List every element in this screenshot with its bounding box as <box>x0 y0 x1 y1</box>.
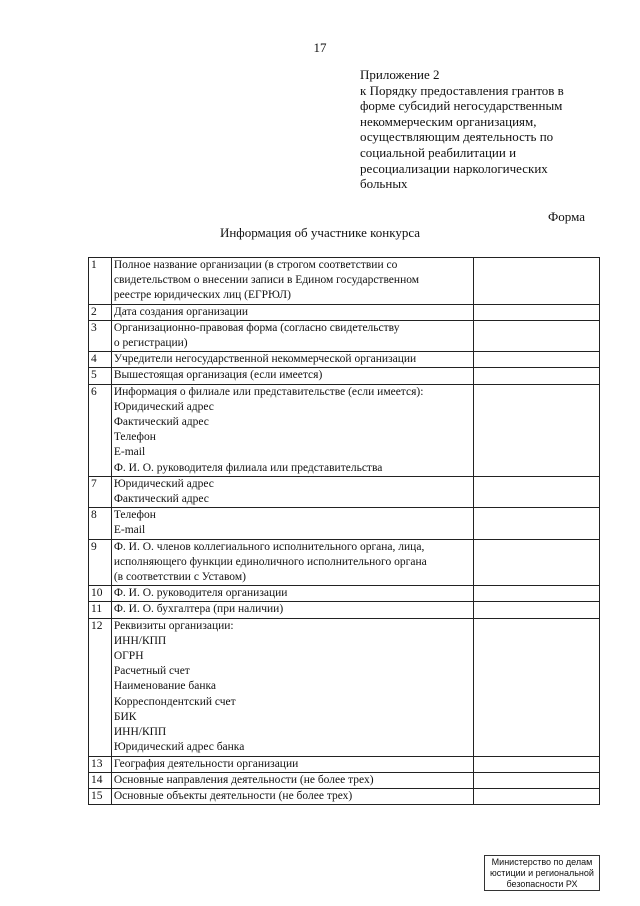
table-row <box>89 586 600 602</box>
description-line: ИНН/КПП <box>113 634 167 647</box>
value-cell[interactable] <box>473 352 599 368</box>
value-cell[interactable] <box>473 756 599 772</box>
form-title: Информация об участнике конкурса <box>219 225 421 240</box>
description-line: Ф. И. О. членов коллегиального исполнительного органа, лица, <box>113 540 425 553</box>
row-number: 5 <box>89 368 112 384</box>
row-description <box>111 602 473 618</box>
row-number: 8 <box>89 508 112 539</box>
row-number: 4 <box>89 352 112 368</box>
stamp-line: юстиции и региональной <box>490 868 594 878</box>
participant-info-table <box>88 257 600 805</box>
page-number: 17 <box>313 40 327 55</box>
description-line: E-mail <box>113 524 146 537</box>
row-number: 3 <box>89 320 112 351</box>
description-line: Ф. И. О. бухгалтера (при наличии) <box>113 603 284 616</box>
appendix-line: социальной реабилитации и <box>360 144 517 160</box>
row-number: 6 <box>89 384 112 476</box>
table-row <box>89 368 600 384</box>
description-line: Телефон <box>113 431 156 444</box>
value-cell[interactable] <box>473 618 599 756</box>
appendix-line: форме субсидий негосударственным <box>360 98 563 114</box>
description-line: Юридический адрес <box>113 400 214 413</box>
description-line: E-mail <box>113 446 146 459</box>
stamp-line: Министерство по делам <box>491 857 593 867</box>
stamp-line: безопасности РХ <box>506 879 578 889</box>
table-body <box>89 258 600 805</box>
appendix-line: больных <box>360 176 408 192</box>
description-line: о регистрации) <box>113 337 188 350</box>
row-number: 15 <box>89 788 112 804</box>
description-line: Дата создания организации <box>113 305 248 318</box>
appendix-line: осуществляющим деятельность по <box>360 129 554 145</box>
description-line: Полное название организации (в строгом соответствии со <box>113 259 398 271</box>
description-line: исполняющего функции единоличного исполнительного органа <box>113 555 427 568</box>
value-cell[interactable] <box>473 384 599 476</box>
row-number: 1 <box>89 258 112 305</box>
table-row <box>89 539 600 586</box>
description-line: Вышестоящая организация (если имеется) <box>113 369 323 382</box>
row-description <box>111 304 473 320</box>
description-line: Информация о филиале или представительстве (если имеется): <box>113 385 424 398</box>
value-cell[interactable] <box>473 586 599 602</box>
table-row <box>89 384 600 476</box>
value-cell[interactable] <box>473 788 599 804</box>
row-description <box>111 618 473 756</box>
row-description <box>111 352 473 368</box>
value-cell[interactable] <box>473 258 599 305</box>
value-cell[interactable] <box>473 304 599 320</box>
table-row <box>89 320 600 351</box>
ministry-stamp <box>484 855 600 891</box>
description-line: Основные направления деятельности (не более трех) <box>113 773 374 786</box>
table-row <box>89 508 600 539</box>
row-number: 2 <box>89 304 112 320</box>
row-description <box>111 258 473 305</box>
description-line: Расчетный счет <box>113 665 190 678</box>
appendix-line: Приложение 2 <box>360 67 440 82</box>
row-description <box>111 384 473 476</box>
description-line: Учредители негосударственной некоммерческой организации <box>113 353 417 366</box>
table-row <box>89 756 600 772</box>
row-description <box>111 539 473 586</box>
description-line: Юридический адрес <box>113 477 214 490</box>
description-line: Корреспондентский счет <box>113 695 236 708</box>
description-line: (в соответствии с Уставом) <box>113 571 246 584</box>
description-line: Реквизиты организации: <box>113 619 234 632</box>
description-line: Основные объекты деятельности (не более трех) <box>113 789 353 802</box>
description-line: Организационно-правовая форма (согласно свидетельству <box>113 321 400 334</box>
row-number: 13 <box>89 756 112 772</box>
value-cell[interactable] <box>473 602 599 618</box>
description-line: Фактический адрес <box>113 416 209 429</box>
row-number: 14 <box>89 772 112 788</box>
row-number: 9 <box>89 539 112 586</box>
description-line: Фактический адрес <box>113 493 209 506</box>
description-line: Наименование банка <box>113 680 216 693</box>
row-description <box>111 788 473 804</box>
table-row <box>89 788 600 804</box>
value-cell[interactable] <box>473 476 599 507</box>
appendix-line: некоммерческим организациям, <box>360 113 537 129</box>
description-line: свидетельством о внесении записи в Едином государственном <box>113 274 420 287</box>
table-row <box>89 602 600 618</box>
row-description <box>111 772 473 788</box>
row-description <box>111 756 473 772</box>
table-row <box>89 258 600 305</box>
description-line: География деятельности организации <box>113 757 299 770</box>
value-cell[interactable] <box>473 368 599 384</box>
row-number: 12 <box>89 618 112 756</box>
description-line: Ф. И. О. руководителя организации <box>113 587 288 600</box>
description-line: Телефон <box>113 509 156 522</box>
value-cell[interactable] <box>473 539 599 586</box>
description-line: ИНН/КПП <box>113 726 167 739</box>
description-line: Юридический адрес банка <box>113 741 245 754</box>
appendix-line: к Порядку предоставления грантов в <box>360 82 564 98</box>
table-row <box>89 476 600 507</box>
appendix-header <box>360 67 610 192</box>
description-line: ОГРН <box>113 650 144 663</box>
description-line: Ф. И. О. руководителя филиала или представительства <box>113 461 383 474</box>
table-row <box>89 304 600 320</box>
table-row <box>89 772 600 788</box>
row-number: 10 <box>89 586 112 602</box>
form-label: Форма <box>548 209 585 224</box>
value-cell[interactable] <box>473 320 599 351</box>
value-cell[interactable] <box>473 772 599 788</box>
table-row <box>89 618 600 756</box>
description-line: реестре юридических лиц (ЕГРЮЛ) <box>113 289 291 302</box>
row-description <box>111 476 473 507</box>
row-description <box>111 508 473 539</box>
description-line: БИК <box>113 710 137 723</box>
row-description <box>111 586 473 602</box>
table-row <box>89 352 600 368</box>
row-number: 7 <box>89 476 112 507</box>
row-description <box>111 320 473 351</box>
value-cell[interactable] <box>473 508 599 539</box>
row-number: 11 <box>89 602 112 618</box>
appendix-line: ресоциализации наркологических <box>360 160 548 176</box>
row-description <box>111 368 473 384</box>
